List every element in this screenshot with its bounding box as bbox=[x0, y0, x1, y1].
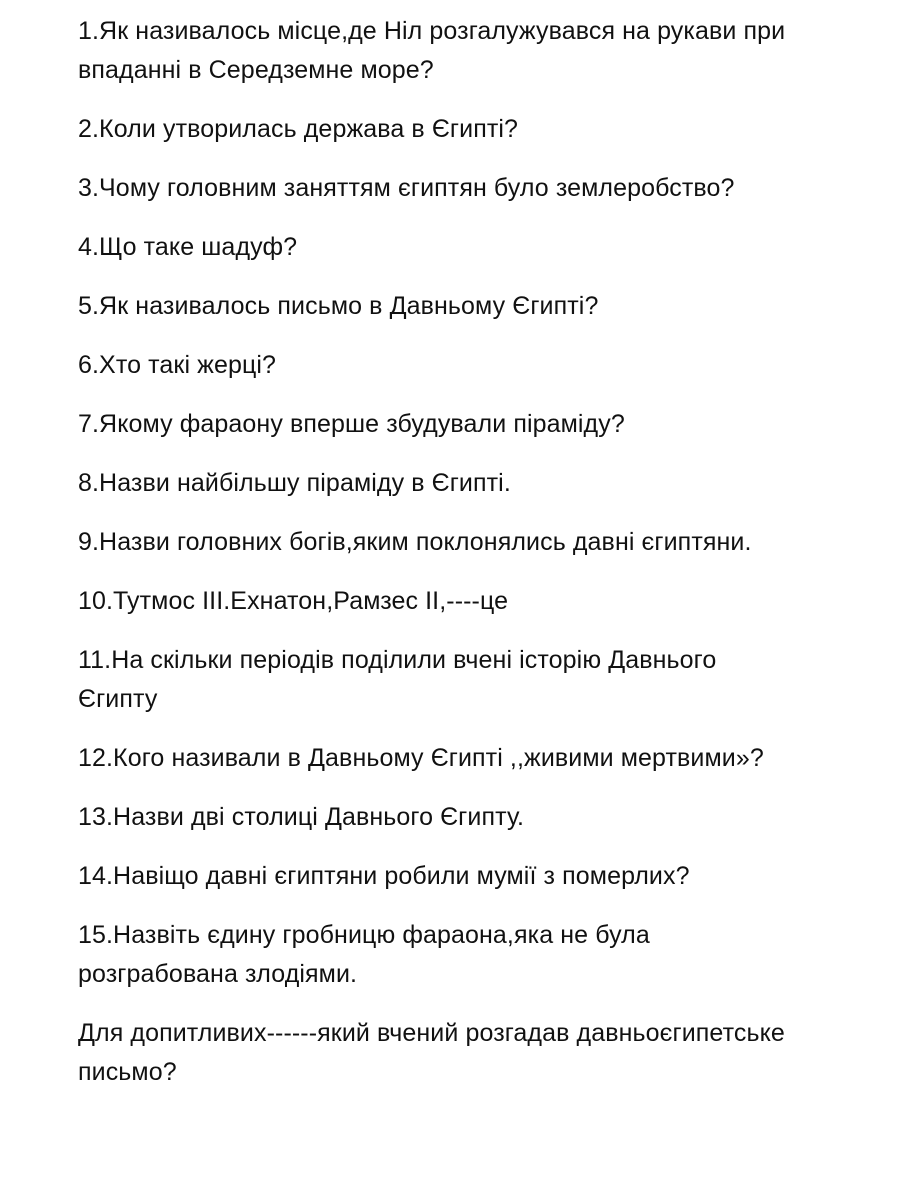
question-line: 4.Що таке шадуф? bbox=[78, 233, 298, 261]
bonus-question bbox=[78, 1014, 878, 1092]
question-line: 7.Якому фараону вперше збудували піраміду? bbox=[78, 410, 625, 438]
question-7 bbox=[78, 405, 878, 444]
question-line: 8.Назви найбільшу піраміду в Єгипті. bbox=[78, 469, 511, 497]
question-line: 14.Навіщо давні єгиптяни робили мумії з померлих? bbox=[78, 862, 690, 890]
question-6 bbox=[78, 346, 878, 385]
question-11 bbox=[78, 641, 878, 719]
question-line: 2.Коли утворилась держава в Єгипті? bbox=[78, 115, 519, 143]
question-line: Єгипту bbox=[78, 685, 158, 713]
question-line: 3.Чому головним заняттям єгиптян було землеробство? bbox=[78, 174, 735, 202]
question-14 bbox=[78, 857, 878, 896]
question-12 bbox=[78, 739, 878, 778]
question-15 bbox=[78, 916, 878, 994]
question-line: розграбована злодіями. bbox=[78, 960, 358, 988]
question-13 bbox=[78, 798, 878, 837]
question-line: 10.Тутмос III.Ехнатон,Рамзес II,----це bbox=[78, 587, 509, 615]
question-line: письмо? bbox=[78, 1058, 177, 1086]
question-10 bbox=[78, 582, 878, 621]
question-4 bbox=[78, 228, 878, 267]
question-line: 9.Назви головних богів,яким поклонялись давні єгиптяни. bbox=[78, 528, 752, 556]
question-8 bbox=[78, 464, 878, 503]
question-line: 5.Як називалось письмо в Давньому Єгипті? bbox=[78, 292, 599, 320]
question-line: 15.Назвіть єдину гробницю фараона,яка не була bbox=[78, 921, 650, 949]
question-line: 12.Кого називали в Давньому Єгипті ,,живими мертвими»? bbox=[78, 744, 764, 772]
question-line: 11.На скільки періодів поділили вчені історію Давнього bbox=[78, 646, 717, 674]
question-3 bbox=[78, 169, 878, 208]
question-line: 1.Як називалось місце,де Ніл розгалужувався на рукави при bbox=[78, 17, 786, 45]
question-2 bbox=[78, 110, 878, 149]
question-line: 6.Хто такі жерці? bbox=[78, 351, 277, 379]
question-line: Для допитливих------який вчений розгадав давньоєгипетське bbox=[78, 1019, 785, 1047]
question-9 bbox=[78, 523, 878, 562]
question-1 bbox=[78, 12, 878, 90]
question-list bbox=[78, 12, 878, 1112]
question-line: впаданні в Середземне море? bbox=[78, 56, 434, 84]
question-5 bbox=[78, 287, 878, 326]
question-line: 13.Назви дві столиці Давнього Єгипту. bbox=[78, 803, 525, 831]
